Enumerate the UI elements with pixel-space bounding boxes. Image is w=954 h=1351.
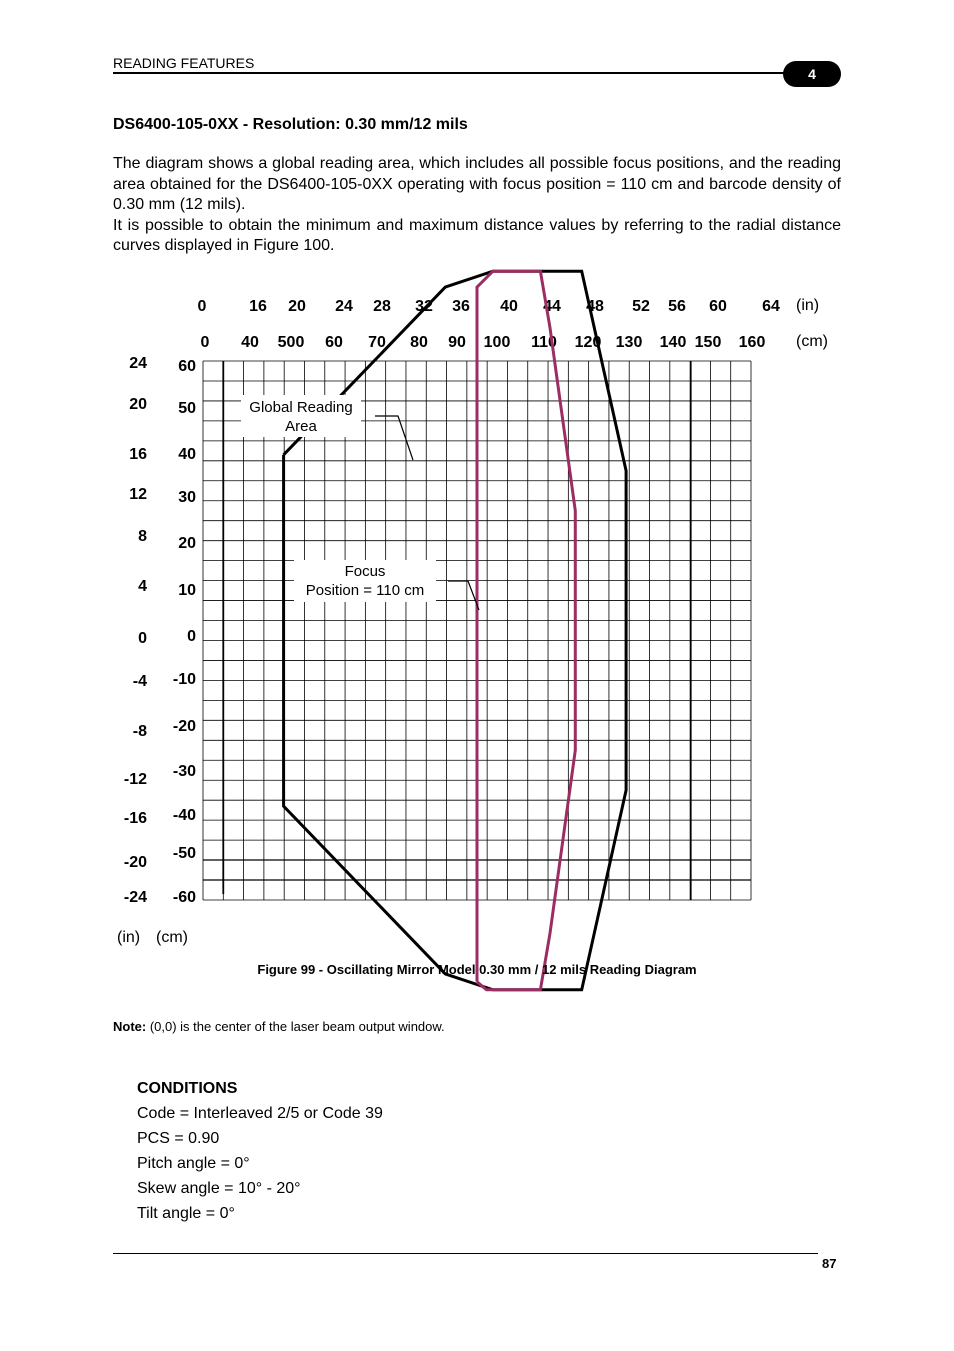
left-inch-tick-label: 24 xyxy=(129,355,147,372)
global-label-line2: Area xyxy=(285,418,317,435)
condition-item: PCS = 0.90 xyxy=(137,1130,220,1147)
top-cm-tick-label: 60 xyxy=(325,334,343,351)
left-inch-tick-label: -8 xyxy=(132,723,147,740)
header-section-title: READING FEATURES xyxy=(113,55,255,71)
left-cm-unit: (cm) xyxy=(156,929,188,946)
left-inch-tick-label: 20 xyxy=(129,396,147,413)
top-inch-tick-label: 40 xyxy=(500,298,518,315)
left-cm-tick-label: -30 xyxy=(172,763,196,780)
note-label: Note: xyxy=(113,1019,147,1034)
top-cm-tick-label: 100 xyxy=(483,334,511,351)
intro-paragraph-2: It is possible to obtain the minimum and maximum distance values by referring to the radial distance curves displayed in Figure 100. xyxy=(113,216,841,254)
top-inch-tick-label: 28 xyxy=(373,298,391,315)
section-title: DS6400-105-0XX - Resolution: 0.30 mm/12 mils xyxy=(113,116,468,133)
left-cm-tick-label: 10 xyxy=(178,582,196,599)
focus-label-line2: Position = 110 cm xyxy=(305,582,425,599)
footer-rule xyxy=(113,1253,818,1254)
left-cm-tick-label: -60 xyxy=(172,889,196,906)
top-inch-tick-label: 20 xyxy=(288,298,306,315)
left-cm-tick-label: 40 xyxy=(178,446,196,463)
condition-item: Pitch angle = 0° xyxy=(137,1155,250,1172)
top-cm-tick-label: 0 xyxy=(200,334,210,351)
chapter-badge: 4 xyxy=(783,61,841,87)
top-cm-tick-label: 150 xyxy=(694,334,722,351)
left-cm-tick-label: 50 xyxy=(178,400,196,417)
top-inch-tick-label: 44 xyxy=(543,298,561,315)
left-inch-tick-label: -4 xyxy=(132,673,147,690)
top-cm-tick-label: 500 xyxy=(277,334,305,351)
top-cm-tick-label: 110 xyxy=(531,334,557,351)
left-cm-tick-label: 20 xyxy=(178,535,196,552)
top-inch-tick-label: 52 xyxy=(632,298,650,315)
condition-item: Code = Interleaved 2/5 or Code 39 xyxy=(137,1105,383,1122)
top-inch-tick-label: 24 xyxy=(335,298,353,315)
left-cm-tick-label: -10 xyxy=(172,671,196,688)
left-inch-unit: (in) xyxy=(117,929,141,946)
focus-leader-line xyxy=(448,581,479,610)
top-cm-tick-label: 90 xyxy=(448,334,466,351)
condition-item: Skew angle = 10° - 20° xyxy=(137,1180,301,1197)
condition-item: Tilt angle = 0° xyxy=(137,1205,235,1222)
left-cm-tick-label: 60 xyxy=(178,358,196,375)
global-leader-line xyxy=(375,416,413,460)
left-inch-tick-label: -12 xyxy=(123,771,147,788)
conditions-title: CONDITIONS xyxy=(137,1080,238,1097)
left-inch-tick-label: 12 xyxy=(129,486,147,503)
left-cm-tick-label: -50 xyxy=(172,845,196,862)
top-inch-tick-label: 48 xyxy=(586,298,604,315)
left-inch-tick-label: 4 xyxy=(138,578,147,595)
left-cm-tick-label: -20 xyxy=(172,718,196,735)
focus-position-line xyxy=(477,271,575,990)
left-inch-tick-label: 8 xyxy=(138,528,147,545)
top-cm-tick-label: 40 xyxy=(241,334,259,351)
top-inch-tick-label: 56 xyxy=(668,298,686,315)
left-cm-tick-label: 30 xyxy=(178,489,196,506)
top-cm-tick-label: 140 xyxy=(659,334,687,351)
top-cm-tick-label: 80 xyxy=(410,334,428,351)
top-inch-tick-label: 60 xyxy=(709,298,727,315)
top-cm-tick-label: 70 xyxy=(368,334,386,351)
left-cm-tick-label: 0 xyxy=(187,628,196,645)
top-inch-tick-label: 32 xyxy=(415,298,433,315)
top-inch-tick-label: 36 xyxy=(452,298,470,315)
top-inch-tick-label: 0 xyxy=(197,298,207,315)
top-cm-tick-label: 120 xyxy=(574,334,602,351)
chart-annotations xyxy=(241,395,479,610)
top-inch-tick-label: 16 xyxy=(249,298,267,315)
left-inch-tick-label: 16 xyxy=(129,446,147,463)
left-inch-tick-label: -16 xyxy=(123,810,147,827)
left-inch-tick-label: 0 xyxy=(138,630,147,647)
note-text: (0,0) is the center of the laser beam output window. xyxy=(146,1019,445,1034)
top-inch-unit: (in) xyxy=(796,297,820,314)
global-label-line1: Global Reading xyxy=(249,399,353,416)
focus-label-line1: Focus xyxy=(344,563,386,580)
chart-series xyxy=(284,271,626,990)
note xyxy=(113,1019,445,1034)
top-cm-tick-label: 130 xyxy=(615,334,643,351)
intro-paragraph-1: The diagram shows a global reading area, which includes all possible focus positions, and the reading area obtained for the DS6400-105-0XX operating with focus position = 110 cm and barcode density of 0.30 mm (12 mils). xyxy=(113,155,841,213)
top-cm-tick-label: 160 xyxy=(738,334,766,351)
left-inch-tick-label: -20 xyxy=(123,854,147,871)
left-inch-tick-label: -24 xyxy=(123,889,147,906)
page-number: 87 xyxy=(822,1256,837,1271)
figure-caption: Figure 99 - Oscillating Mirror Model 0.30 mm / 12 mils Reading Diagram xyxy=(257,962,697,977)
top-cm-unit: (cm) xyxy=(796,333,828,350)
conditions-block xyxy=(137,1076,383,1226)
top-inch-tick-label: 64 xyxy=(762,298,780,315)
left-cm-tick-label: -40 xyxy=(172,807,196,824)
